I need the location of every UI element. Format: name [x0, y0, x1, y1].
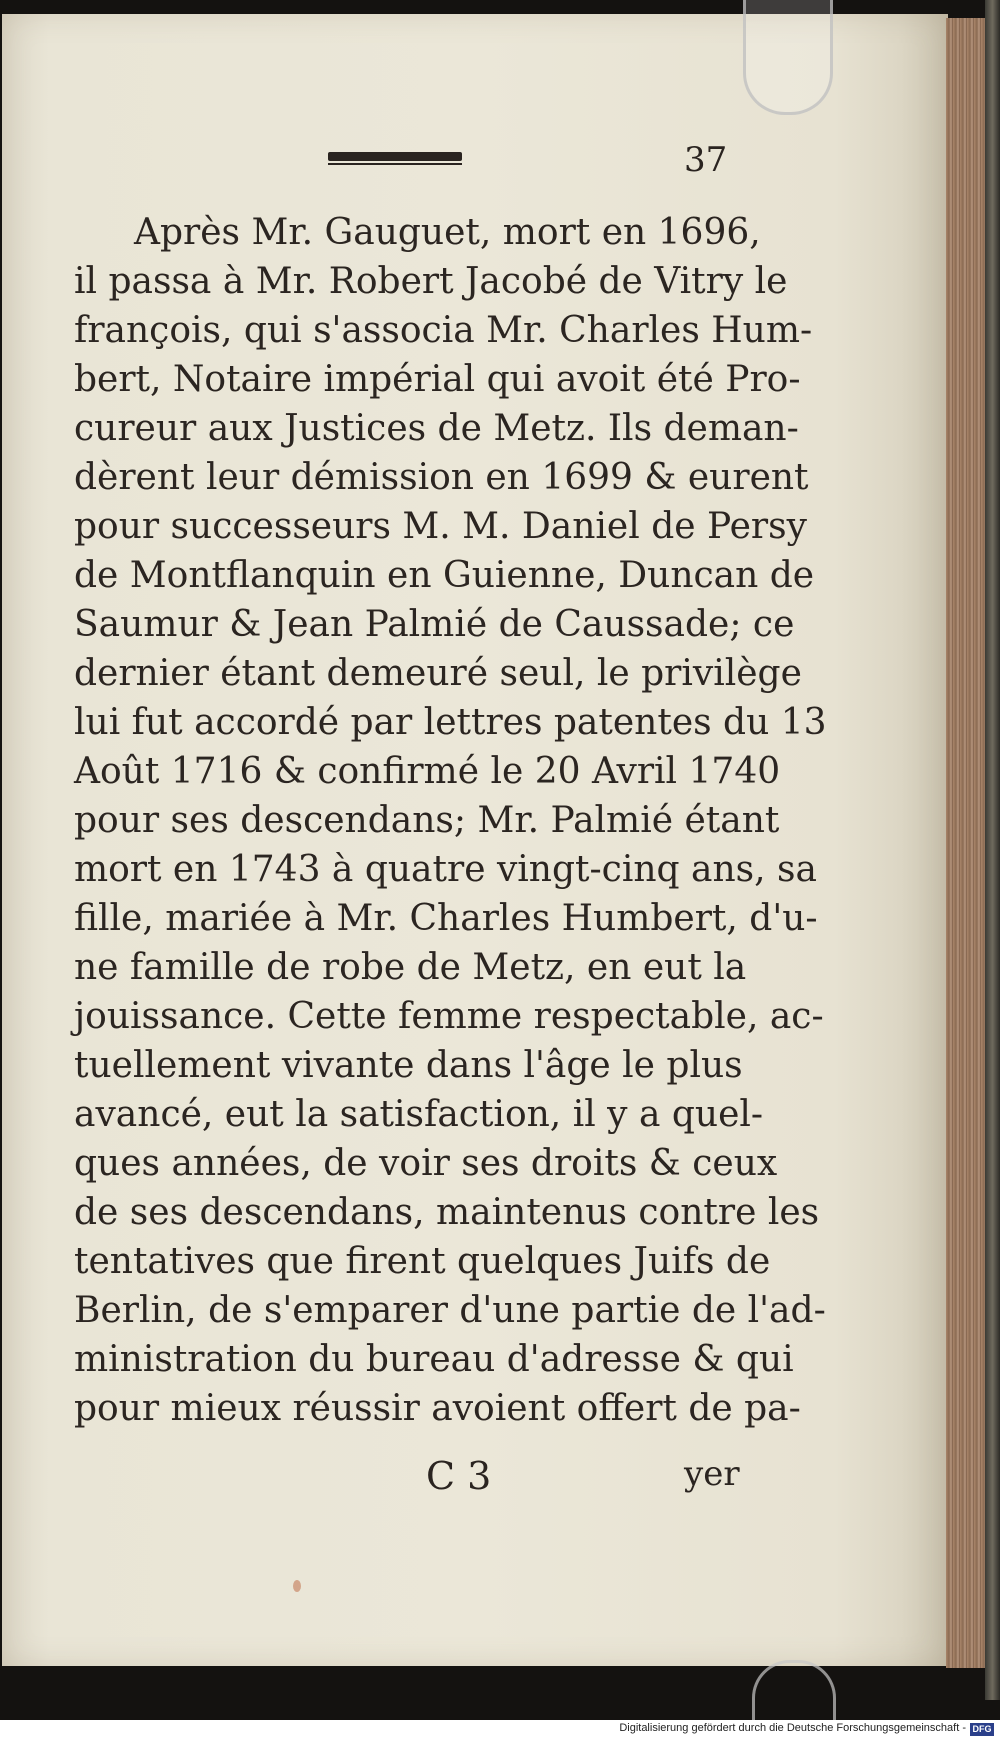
book-cover-edge: [985, 0, 1000, 1700]
dfg-logo: DFG: [970, 1723, 994, 1736]
text-line: ministration du bureau d'adresse & qui: [74, 1339, 794, 1380]
text-line: pour ses descendans; Mr. Palmié étant: [74, 800, 780, 841]
body-text: [74, 208, 827, 1433]
paper-stain: [293, 1580, 301, 1592]
text-line: Août 1716 & confirmé le 20 Avril 1740: [74, 751, 781, 792]
text-line: fille, mariée à Mr. Charles Humbert, d'u-: [74, 898, 818, 939]
header-ornament-rule: [328, 152, 462, 161]
text-line: avancé, eut la satisfaction, il y a quel-: [74, 1094, 764, 1135]
page-edge: [946, 18, 988, 1668]
text-line: jouissance. Cette femme respectable, ac-: [74, 996, 824, 1037]
text-line: il passa à Mr. Robert Jacobé de Vitry le: [74, 261, 788, 302]
page-clip-bottom: [752, 1660, 836, 1723]
page-clip-top: [743, 0, 833, 115]
catchword: yer: [684, 1454, 740, 1494]
text-line: ne famille de robe de Metz, en eut la: [74, 947, 747, 988]
page-number: 37: [684, 140, 728, 180]
text-line: Après Mr. Gauguet, mort en 1696,: [134, 212, 761, 253]
text-line: pour mieux réussir avoient offert de pa-: [74, 1388, 801, 1429]
footer-credit: Digitalisierung gefördert durch die Deutsche Forschungsgemeinschaft -: [619, 1722, 966, 1734]
text-line: tentatives que firent quelques Juifs de: [74, 1241, 771, 1282]
text-line: ques années, de voir ses droits & ceux: [74, 1143, 778, 1184]
text-line: tuellement vivante dans l'âge le plus: [74, 1045, 743, 1086]
text-line: dernier étant demeuré seul, le privilège: [74, 653, 802, 694]
signature-mark: C 3: [426, 1454, 492, 1498]
text-line: pour successeurs M. M. Daniel de Persy: [74, 506, 807, 547]
text-line: de ses descendans, maintenus contre les: [74, 1192, 820, 1233]
text-line: bert, Notaire impérial qui avoit été Pro-: [74, 359, 801, 400]
text-line: cureur aux Justices de Metz. Ils deman-: [74, 408, 799, 449]
text-line: Saumur & Jean Palmié de Caussade; ce: [74, 604, 795, 645]
text-line: françois, qui s'associa Mr. Charles Hum-: [74, 310, 813, 351]
text-line: lui fut accordé par lettres patentes du 13: [74, 702, 827, 743]
text-line: dèrent leur démission en 1699 & eurent: [74, 457, 809, 498]
text-line: Berlin, de s'emparer d'une partie de l'ad-: [74, 1290, 826, 1331]
text-line: mort en 1743 à quatre vingt-cinq ans, sa: [74, 849, 817, 890]
text-line: de Montflanquin en Guienne, Duncan de: [74, 555, 815, 596]
